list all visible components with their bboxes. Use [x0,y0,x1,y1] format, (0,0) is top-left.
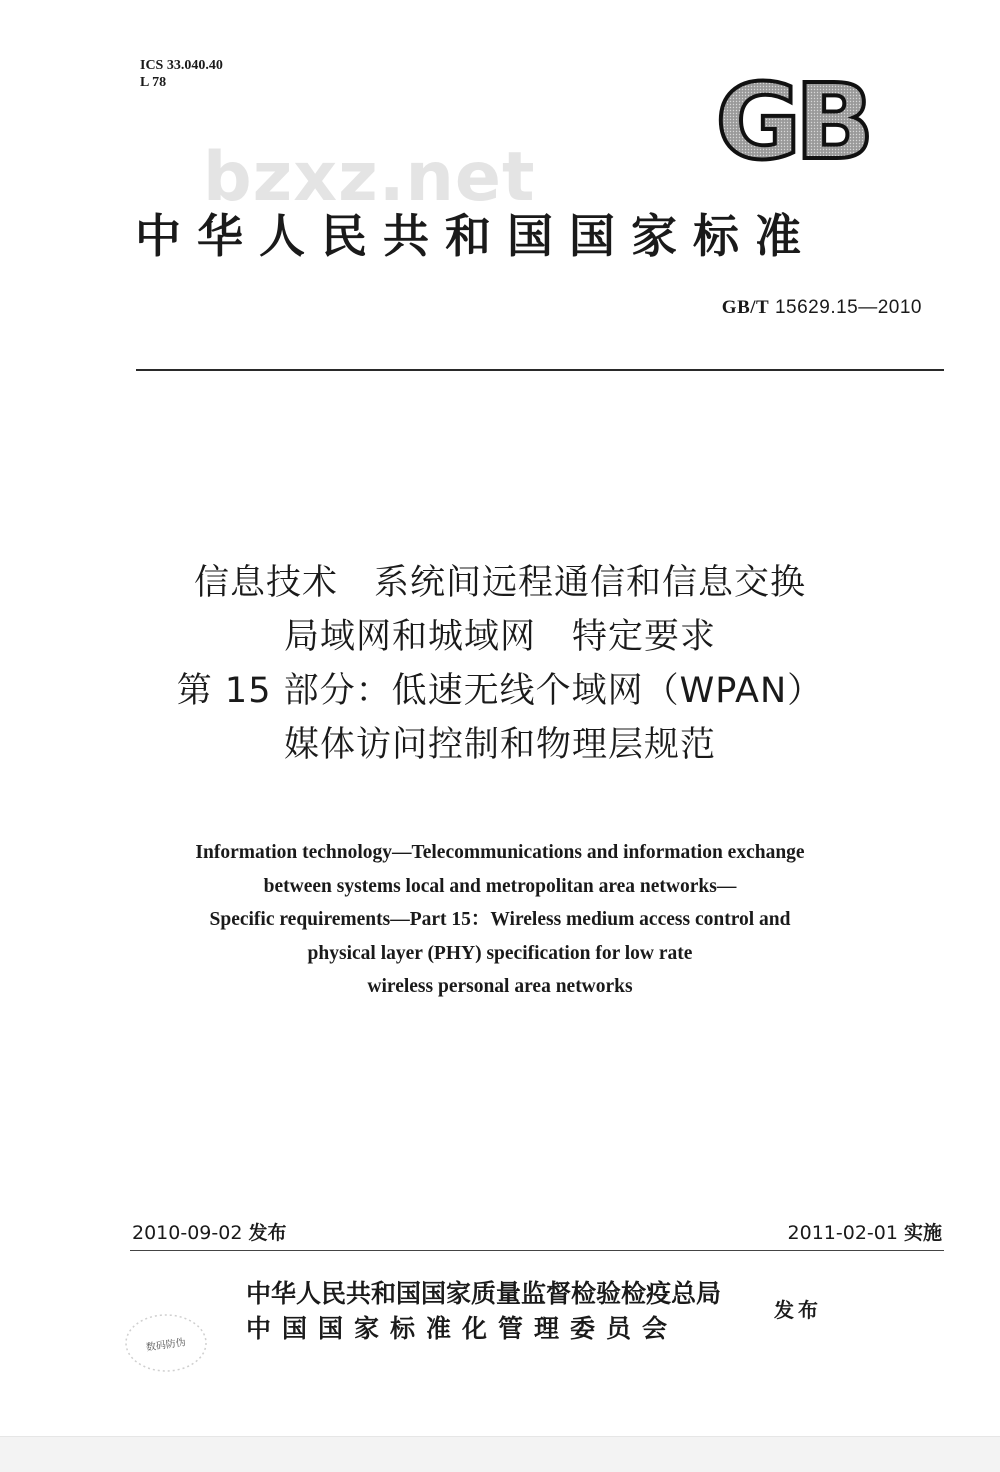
header-divider [136,369,944,371]
footer-divider [130,1250,944,1251]
gb-logo-text: GB [715,70,869,165]
english-title-line: Specific requirements—Part 15：Wireless medium access control and [209,909,791,930]
issue-word: 发布 [774,1298,822,1322]
issuing-authorities [246,1276,721,1346]
ics-block [140,57,223,91]
page-bottom-band [0,1436,1000,1472]
seal-text: 数码防伪 [145,1337,187,1354]
issue-date-label: 发布 [248,1222,287,1244]
chinese-title-line: 媒体访问控制和物理层规范 [283,725,716,765]
national-standard-title: 中华人民共和国国家标准 [135,209,817,263]
english-title-line: wireless personal area networks [367,976,633,997]
chinese-title-line: 局域网和城域网 特定要求 [283,617,716,657]
effective-date-label: 实施 [903,1222,942,1244]
issue-date [132,1218,286,1245]
chinese-title-line: 信息技术 系统间远程通信和信息交换 [193,563,806,603]
issuer-line: 中国国家标准化管理委员会 [246,1314,679,1343]
gb-logo [690,70,895,165]
english-title-line: Information technology—Telecommunications and information exchange [195,842,805,863]
category-code: L 78 [140,75,167,90]
english-title [0,836,1000,1004]
anti-counterfeit-seal [120,1308,212,1378]
issue-date-value: 2010-09-02 [132,1222,243,1244]
effective-date-value: 2011-02-01 [787,1222,898,1244]
standard-number [722,297,922,319]
effective-date [788,1218,942,1245]
chinese-title-line: 第 15 部分：低速无线个域网（WPAN） [176,671,824,711]
ics-code: ICS 33.040.40 [140,58,223,73]
chinese-title [0,556,1000,772]
watermark: bzxz.net [203,138,536,217]
issuer-line: 中华人民共和国国家质量监督检验检疫总局 [246,1279,722,1308]
standard-prefix: GB/T [721,297,770,318]
english-title-line: between systems local and metropolitan area networks— [263,875,737,897]
standard-number-value: 15629.15—2010 [774,297,922,318]
english-title-line: physical layer (PHY) specification for low rate [307,942,693,964]
